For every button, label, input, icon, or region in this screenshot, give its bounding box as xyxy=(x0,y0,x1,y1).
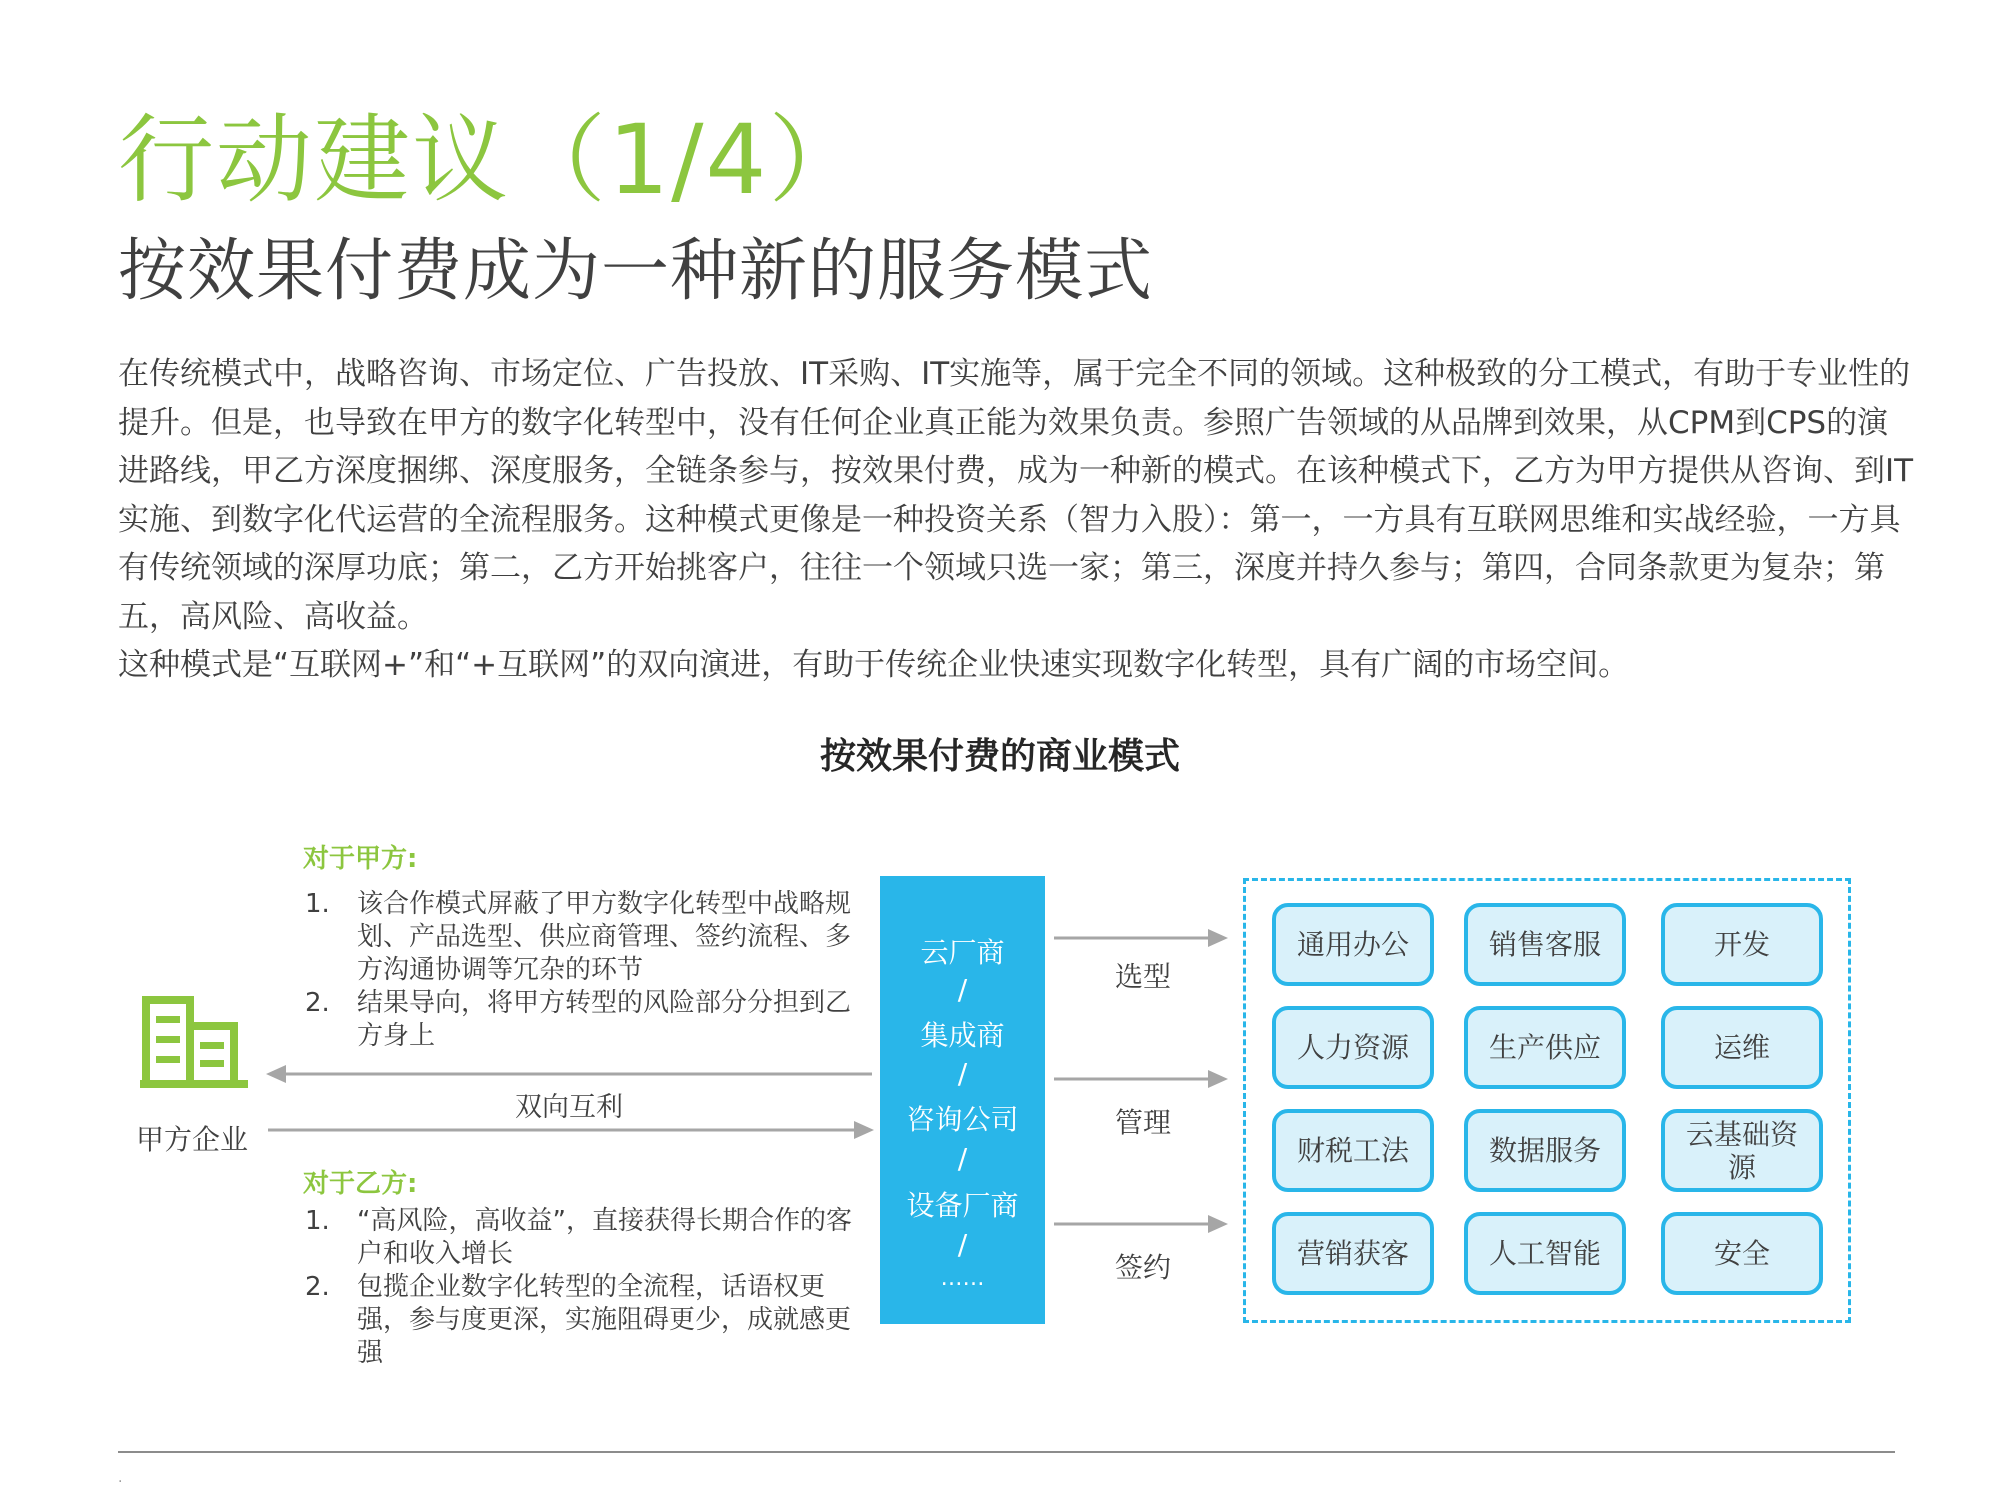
provider-consulting: 咨询公司 xyxy=(906,1103,1019,1136)
service-box xyxy=(1272,1212,1434,1295)
service-label: 开发 xyxy=(1713,928,1770,961)
services-frame xyxy=(1243,878,1851,1323)
footer-divider xyxy=(118,1451,1895,1453)
party-b-heading: 对于乙方: xyxy=(303,1169,418,1199)
service-box xyxy=(1272,1006,1434,1089)
page-title: 行动建议（1/4） xyxy=(118,104,867,216)
footer-mark: . xyxy=(118,1470,123,1486)
company-label: 甲方企业 xyxy=(136,1123,249,1156)
list-item xyxy=(305,1205,865,1271)
list-item xyxy=(305,1271,865,1370)
provider-cloud: 云厂商 xyxy=(920,936,1005,969)
service-label: 数据服务 xyxy=(1488,1134,1601,1167)
service-box xyxy=(1464,1109,1626,1192)
list-number: 1. xyxy=(305,1206,330,1236)
building-icon xyxy=(140,992,252,1092)
body-text xyxy=(118,350,1918,690)
service-label: 云基础资源 xyxy=(1685,1117,1798,1184)
provider-more: …… xyxy=(940,1266,985,1291)
arrow-label-selection: 选型 xyxy=(1115,960,1172,993)
party-b-list xyxy=(305,1205,865,1370)
service-label: 营销获客 xyxy=(1296,1237,1409,1270)
arrow-label-management: 管理 xyxy=(1115,1106,1172,1139)
service-box xyxy=(1661,1212,1823,1295)
service-label: 安全 xyxy=(1713,1237,1770,1270)
diagram-title: 按效果付费的商业模式 xyxy=(819,736,1180,777)
body-paragraph: 这种模式是“互联网+”和“+互联网”的双向演进，有助于传统企业快速实现数字化转型，具有广阔的市场空间。 xyxy=(118,647,1630,683)
service-box xyxy=(1272,1109,1434,1192)
provider-separator: / xyxy=(957,973,968,1006)
list-item xyxy=(305,888,865,987)
body-paragraph: 在传统模式中，战略咨询、市场定位、广告投放、IT采购、IT实施等，属于完全不同的领域。这种极致的分工模式，有助于专业性的提升。但是，也导致在甲方的数字化转型中，没有任何企业真正能为效果负责。参照广告领域的从品牌到效果，从CPM到CPS的演进路线，甲乙方深度捆绑、深度服务，全链条参与，按效果付费，成为一种新的模式。在该种模式下，乙方为甲方提供从咨询、到IT实施、到数字化代运营的全流程服务。这种模式更像是一种投资关系（智力入股）：第一，一方具有互联网思维和实战经验，一方具有传统领域的深厚功底；第二，乙方开始挑客户，往往一个领域只选一家；第三，深度并持久参与；第四，合同条款更为复杂；第五，高风险、高收益。 xyxy=(118,356,1914,635)
list-number: 2. xyxy=(305,1272,330,1302)
provider-equipment: 设备厂商 xyxy=(906,1189,1019,1222)
service-label: 财税工法 xyxy=(1296,1134,1409,1167)
service-box xyxy=(1464,903,1626,986)
list-number: 2. xyxy=(305,988,330,1018)
service-label: 生产供应 xyxy=(1488,1031,1601,1064)
service-box xyxy=(1464,1006,1626,1089)
service-label: 通用办公 xyxy=(1296,928,1409,961)
list-text: 结果导向，将甲方转型的风险部分分担到乙方身上 xyxy=(357,988,852,1051)
list-text: “高风险，高收益”，直接获得长期合作的客户和收入增长 xyxy=(357,1206,852,1269)
provider-separator: / xyxy=(957,1057,968,1090)
service-label: 销售客服 xyxy=(1488,928,1601,961)
party-a-heading: 对于甲方: xyxy=(303,844,418,874)
provider-separator: / xyxy=(957,1228,968,1261)
list-item xyxy=(305,987,865,1053)
service-label: 人工智能 xyxy=(1488,1237,1601,1270)
service-box xyxy=(1661,1109,1823,1192)
service-label: 运维 xyxy=(1713,1031,1770,1064)
mutual-benefit-label: 双向互利 xyxy=(515,1092,623,1123)
list-text: 包揽企业数字化转型的全流程，话语权更强，参与度更深，实施阻碍更少，成就感更强 xyxy=(357,1272,852,1368)
list-text: 该合作模式屏蔽了甲方数字化转型中战略规划、产品选型、供应商管理、签约流程、多方沟通协调等冗杂的环节 xyxy=(357,889,852,985)
arrow-label-signing: 签约 xyxy=(1115,1251,1172,1284)
list-number: 1. xyxy=(305,889,330,919)
page-subtitle: 按效果付费成为一种新的服务模式 xyxy=(118,232,1154,311)
service-box xyxy=(1661,1006,1823,1089)
provider-integrator: 集成商 xyxy=(920,1019,1005,1052)
service-label: 人力资源 xyxy=(1296,1031,1409,1064)
service-box xyxy=(1272,903,1434,986)
service-box xyxy=(1661,903,1823,986)
party-a-list xyxy=(305,888,865,1053)
provider-box xyxy=(880,876,1045,1324)
service-box xyxy=(1464,1212,1626,1295)
provider-separator: / xyxy=(957,1142,968,1175)
